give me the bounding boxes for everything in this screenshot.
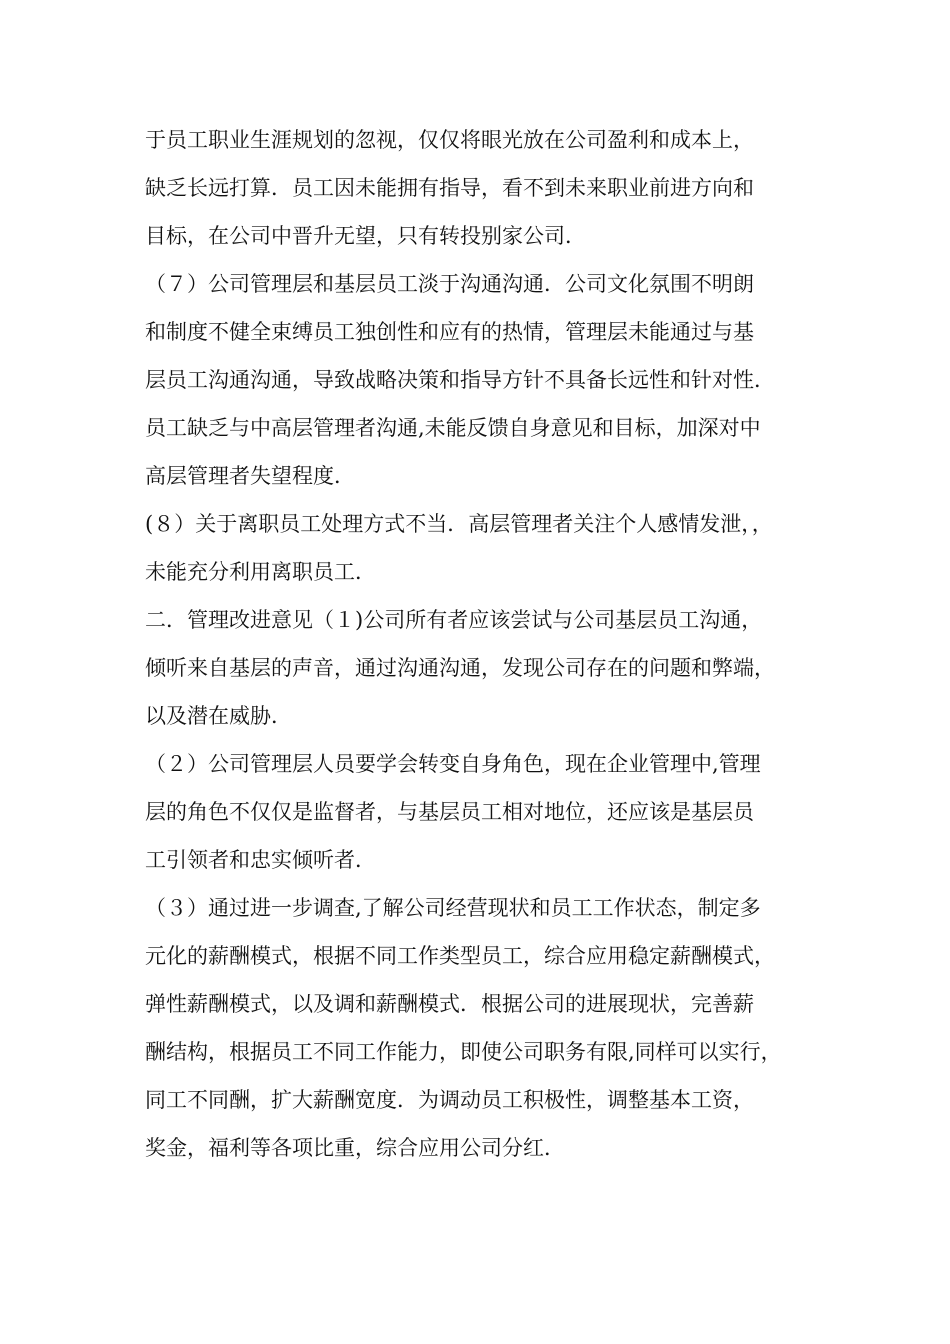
text-line: 目标，在公司中晋升无望，只有转投别家公司．: [145, 224, 586, 248]
text-line: 员工缺乏与中高层管理者沟通,未能反馈自身意见和目标，加深对中: [145, 416, 761, 440]
text-line: 奖金，福利等各项比重，综合应用公司分红．: [145, 1136, 565, 1160]
text-line: 元化的薪酬模式，根据不同工作类型员工，综合应用稳定薪酬模式，: [145, 944, 775, 968]
text-line: （３）通过进一步调查,了解公司经营现状和员工工作状态，制定多: [145, 896, 761, 920]
text-line: （２）公司管理层人员要学会转变自身角色，现在企业管理中,管理: [145, 752, 761, 776]
body-text: [145, 116, 835, 1172]
text-line: 倾听来自基层的声音，通过沟通沟通，发现公司存在的问题和弊端，: [145, 656, 775, 680]
text-line: 于员工职业生涯规划的忽视，仅仅将眼光放在公司盈利和成本上，: [145, 128, 754, 152]
text-line: 层员工沟通沟通，导致战略决策和指导方针不具备长远性和针对性．: [145, 368, 775, 392]
text-line: 同工不同酬，扩大薪酬宽度．为调动员工积极性，调整基本工资，: [145, 1088, 754, 1112]
text-line: 和制度不健全束缚员工独创性和应有的热情，管理层未能通过与基: [145, 320, 754, 344]
text-line: 工引领者和忠实倾听者．: [145, 848, 376, 872]
text-line: （７）公司管理层和基层员工淡于沟通沟通．公司文化氛围不明朗: [145, 272, 754, 296]
text-line: (８）关于离职员工处理方式不当．高层管理者关注个人感情发泄，，: [145, 512, 773, 536]
text-line: 未能充分利用离职员工．: [145, 560, 376, 584]
text-line: 层的角色不仅仅是监督者，与基层员工相对地位，还应该是基层员: [145, 800, 754, 824]
text-line: 高层管理者失望程度．: [145, 464, 355, 488]
text-line: 缺乏长远打算．员工因未能拥有指导，看不到未来职业前进方向和: [145, 176, 754, 200]
text-line: 弹性薪酬模式，以及调和薪酬模式．根据公司的进展现状，完善薪: [145, 992, 754, 1016]
text-line: 酬结构，根据员工不同工作能力，即使公司职务有限,同样可以实行，: [145, 1040, 782, 1064]
text-line: 以及潜在威胁．: [145, 704, 292, 728]
text-line: 二．管理改进意见（１)公司所有者应该尝试与公司基层员工沟通，: [145, 608, 763, 632]
